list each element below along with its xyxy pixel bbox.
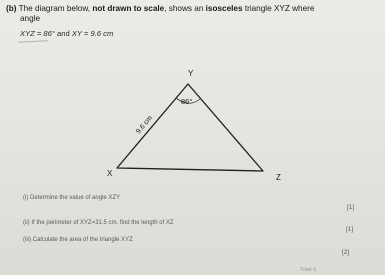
- vertex-y-label: Y: [188, 69, 194, 78]
- angle-label: 86°: [181, 97, 193, 106]
- part-label: (b): [6, 4, 17, 13]
- marks-iii: [2]: [342, 249, 350, 256]
- given-side: XY = 9.6 cm: [71, 29, 114, 38]
- subquestion-text: Calculate the area of the triangle XYZ: [32, 237, 133, 243]
- vertex-x-label: X: [107, 169, 113, 178]
- subquestion-text: If the perimeter of XYZ=31.5 cm, find the length of XZ: [31, 220, 174, 226]
- stem-text-2: , shows an: [164, 4, 204, 13]
- subquestion-number: (i): [23, 195, 29, 201]
- subquestion-number: (ii): [23, 220, 30, 226]
- subquestion-i: [23, 195, 120, 201]
- subquestion-number: (iii): [23, 237, 31, 243]
- subquestion-text: Determine the value of angle XZY: [30, 195, 121, 201]
- marks-i: [1]: [347, 204, 355, 211]
- stem-line-2: angle: [20, 14, 41, 23]
- given-angle: XYZ = 86°: [20, 29, 55, 38]
- given-joiner: and: [57, 29, 70, 38]
- marks-ii: [1]: [346, 226, 354, 233]
- stem-text-1: The diagram below,: [18, 4, 91, 13]
- footer-total: Total 6: [300, 267, 317, 273]
- subquestion-iii: [23, 237, 133, 243]
- stem-bold-isosceles: isosceles: [205, 4, 243, 13]
- side-length-label: 9.6 cm: [135, 114, 155, 136]
- stem-bold-not-to-scale: not drawn to scale: [92, 4, 165, 13]
- vertex-z-label: Z: [276, 173, 281, 182]
- subquestion-ii: [23, 220, 174, 226]
- stem-text-3: triangle XYZ where: [244, 4, 315, 13]
